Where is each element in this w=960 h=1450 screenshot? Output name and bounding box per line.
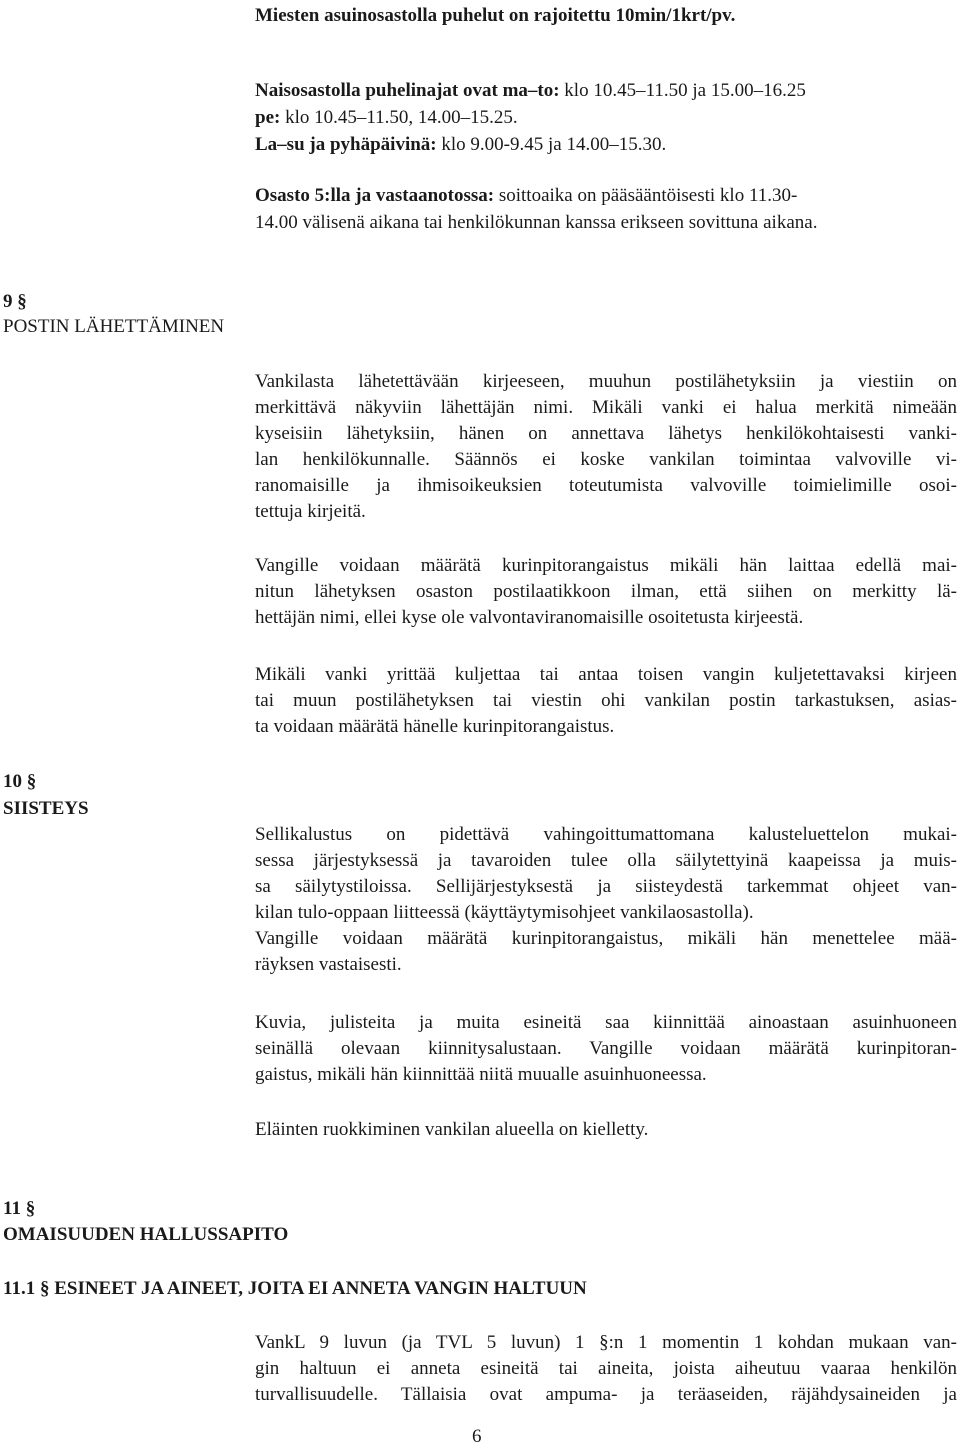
women-days-1: ma–to: [502,80,560,101]
page-number: 6 [472,1426,482,1447]
section-10-paragraph-2 [255,1010,957,1088]
women-ward-times-line2 [255,105,518,131]
text-line: Mikäli vanki yrittää kuljettaa tai antaa toisen vangin kuljetettavaksi kirjeen [255,664,957,685]
women-ward-label: Naisosastolla puhelinajat ovat [255,80,498,101]
text-line: sa säilytystiloissa. Sellijärjestyksestä ja siisteydestä tarkemmat ohjeet van- [255,876,957,897]
text-line: seinällä olevaan kiinnitysalustaan. Vangille voidaan määrätä kurinpitoran- [255,1038,957,1059]
section-10-number: 10 § [3,771,37,792]
women-ward-times-line3 [255,132,666,158]
section-9-title: POSTIN LÄHETTÄMINEN [3,316,225,337]
text-line: Vankilasta lähetettävään kirjeeseen, muuhun postilähetyksiin ja viestiin on [255,371,957,392]
section-10-paragraph-3: Eläinten ruokkiminen vankilan alueella on kielletty. [255,1119,649,1140]
section-9-paragraph-3 [255,662,957,740]
section-11-1-heading: 11.1 § ESINEET JA AINEET, JOITA EI ANNETA VANGIN HALTUUN [3,1278,587,1299]
text-line: tai muun postilähetyksen tai viestin ohi vankilan postin tarkastuksen, asias- [255,690,957,711]
text-line: hettäjän nimi, ellei kyse ole valvontaviranomaisille osoitetusta kirjeestä. [255,607,804,628]
ward5-label: Osasto 5:lla ja vastaanotossa: [255,185,495,206]
women-days-2: pe: [255,107,281,128]
women-ward-times-line1 [255,78,806,104]
section-11-paragraph-1 [255,1330,957,1408]
ward5-text-1: soittoaika on pääsääntöisesti klo 11.30- [498,185,798,206]
ward5-line1 [255,183,797,209]
ward5-line2: 14.00 välisenä aikana tai henkilökunnan kanssa erikseen sovittuna aikana. [255,212,818,233]
women-times-3: klo 9.00-9.45 ja 14.00–15.30. [441,134,667,155]
section-10-title: SIISTEYS [3,798,89,819]
text-line: gaistus, mikäli hän kiinnittää niitä muualle asuinhuoneessa. [255,1064,707,1085]
text-line: ta voidaan määrätä hänelle kurinpitorangaistus. [255,716,615,737]
section-9-number: 9 § [3,291,27,312]
women-times-1: klo 10.45–11.50 ja 15.00–16.25 [564,80,806,101]
section-10-paragraph-1 [255,822,957,978]
text-line: räyksen vastaisesti. [255,954,402,975]
text-line: Sellikalustus on pidettävä vahingoittumattomana kalusteluettelon mukai- [255,824,957,845]
text-line: lan henkilökunnalle. Säännös ei koske vankilan toimintaa valvoville vi- [255,449,957,470]
text-line: kyseisiin lähetyksiin, hänen on annettava lähetys henkilökohtaisesti vanki- [255,423,957,444]
text-line: sessa järjestyksessä ja tavaroiden tulee olla säilytettyinä kaapeissa ja muis- [255,850,957,871]
text-line: ranomaisille ja ihmisoikeuksien toteutumista valvoville toimielimille osoi- [255,475,957,496]
text-line: Kuvia, julisteita ja muita esineitä saa kiinnittää ainoastaan asuinhuoneen [255,1012,957,1033]
text-line: gin haltuun ei anneta esineitä tai aineita, joista aiheutuu vaaraa henkilön [255,1358,957,1379]
text-line: Vangille voidaan määrätä kurinpitorangaistus mikäli hän laittaa edellä mai- [255,555,957,576]
section-11-title: OMAISUUDEN HALLUSSAPITO [3,1224,289,1245]
men-ward-calls-note: Miesten asuinosastolla puhelut on rajoitettu 10min/1krt/pv. [255,5,736,26]
section-11-number: 11 § [3,1198,36,1219]
text-line: kilan tulo-oppaan liitteessä (käyttäytymisohjeet vankilaosastolla). [255,902,754,923]
text-line: VankL 9 luvun (ja TVL 5 luvun) 1 §:n 1 momentin 1 kohdan mukaan van- [255,1332,957,1353]
women-times-2: klo 10.45–11.50, 14.00–15.25. [285,107,518,128]
text-line: turvallisuudelle. Tällaisia ovat ampuma- ja teräaseiden, räjähdysaineiden ja [255,1384,957,1405]
text-line: nitun lähetyksen osaston postilaatikkoon ilman, että siihen on merkitty lä- [255,581,957,602]
text-line: Vangille voidaan määrätä kurinpitorangaistus, mikäli hän menettelee mää- [255,928,957,949]
text-line: tettuja kirjeitä. [255,501,366,522]
section-9-paragraph-1 [255,369,957,525]
women-days-3: La–su ja pyhäpäivinä: [255,134,437,155]
section-9-paragraph-2 [255,553,957,631]
text-line: merkittävä näkyviin lähettäjän nimi. Mikäli vanki ei halua merkitä nimeään [255,397,957,418]
